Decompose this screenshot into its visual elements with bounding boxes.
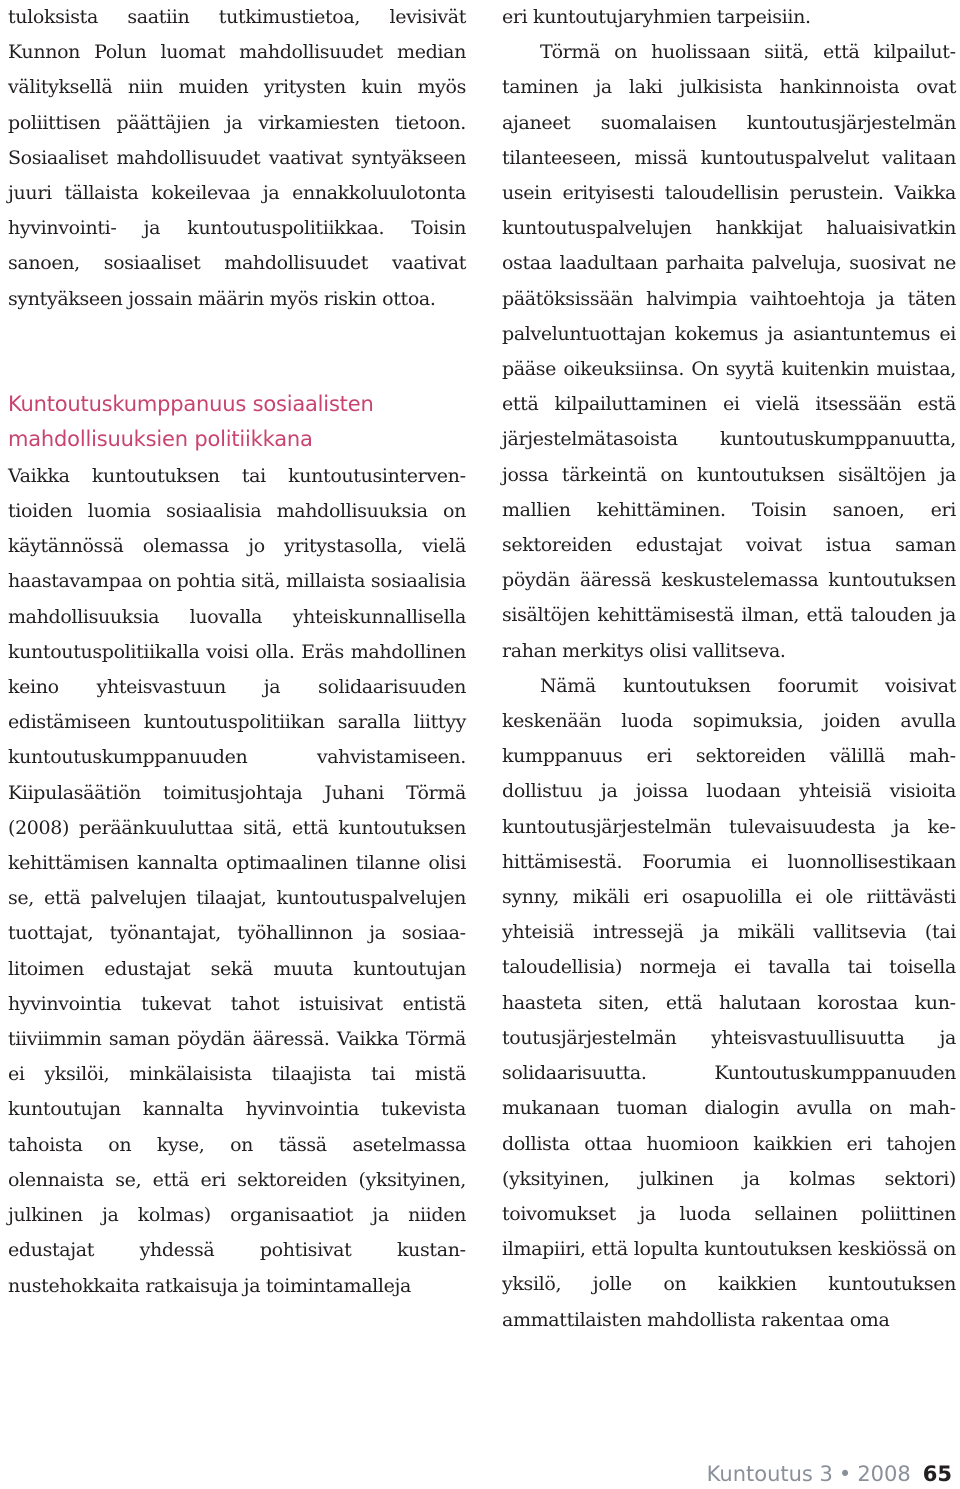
section-heading-line: Kuntoutuskumppanuus sosiaalisten bbox=[8, 391, 374, 416]
left-column bbox=[8, 0, 466, 1304]
right-column bbox=[502, 0, 956, 1338]
separator-dot: • bbox=[838, 1462, 852, 1486]
paragraph: Nämä kuntoutuksen foorumit voisivat keskenään luoda sopimuksia, joiden avulla kumppanuus eri sektoreiden välillä mahdollistuu ja joissa luodaan yhteisiä visioita kuntoutusjärjestelmän tulevaisuudesta ja kehittämisestä. Foorumia ei luonnollisestikaan synny, mikäli eri osapuolilla ei ole riittävästi yhteisiä intressejä ja mikäli vallitsevia (tai taloudellisia) normeja ei tavalla tai toisella haasteta siten, että halutaan korostaa kuntoutusjärjestelmän yhteisvastuullisuutta ja solidaarisuutta. Kuntoutuskumppanuuden mukanaan tuoman dialogin avulla on mahdollista ottaa huomioon kaikkien eri tahojen (yksityinen, julkinen ja kolmas sektori) toivomukset ja luoda sellainen poliittinen ilmapiiri, että lopulta kuntoutuksen keskiössä on yksilö, jolle on kaikkien kuntoutuksen ammattilaisten mahdollista rakentaa oma bbox=[502, 674, 956, 1331]
section-heading-line: mahdollisuuksien politiikkana bbox=[8, 426, 313, 451]
page-footer bbox=[707, 1460, 952, 1488]
page-number: 65 bbox=[922, 1462, 952, 1486]
paragraph: tuloksista saatiin tutkimustietoa, levisivät Kunnon Polun luomat mahdollisuudet median välityksellä niin muiden yritysten kuin myös poliittisen päättäjien ja virkamiesten tietoon. Sosiaaliset mahdollisuudet vaativat syntyäkseen juuri tällaista kokeilevaa ja ennakkoluulotonta hyvinvointi- ja kuntoutuspolitiikkaa. Toisin sanoen, sosiaaliset mahdollisuudet vaativat syntyäkseen jossain määrin myös riskin ottoa. bbox=[8, 6, 466, 310]
paragraph: eri kuntoutujaryhmien tarpeisiin. bbox=[502, 6, 811, 28]
paragraph: Vaikka kuntoutuksen tai kuntoutusinterventioiden luomia sosiaalisia mahdollisuuksia on käytännössä olemassa jo yritystasolla, vielä haastavampaa on pohtia sitä, millaista sosiaalisia mahdollisuuksia luovalla yhteiskunnallisella kuntoutuspolitiikalla voisi olla. Eräs mahdollinen keino yhteisvastuun ja solidaarisuuden edistämiseen kuntoutuspolitiikan saralla liittyy kuntoutuskumppanuuden vahvistamiseen. Kiipulasäätiön toimitusjohtaja Juhani Törmä (2008) peräänkuuluttaa sitä, että kuntoutuksen kehittämisen kannalta optimaalinen tilanne olisi se, että palvelujen tilaajat, kuntoutuspalvelujen tuottajat, työnantajat, työhallinnon ja sosiaalitoimen edustajat sekä muuta kuntoutujan hyvinvointia tukevat tahot istuisivat entistä tiiviimmin saman pöydän ääressä. Vaikka Törmä ei yksilöi, minkälaisista tilaajista tai mistä kuntoutujan kannalta hyvinvointia tukevista tahoista on kyse, on tässä asetelmassa olennaista se, että eri sektoreiden (yksityinen, julkinen ja kolmas) organisaatiot ja niiden edustajat yhdessä pohtisivat kustannustehokkaita ratkaisuja ja toimintamalleja bbox=[8, 464, 466, 1297]
publication-name: Kuntoutus 3 bbox=[706, 1462, 833, 1486]
section-heading bbox=[8, 387, 466, 457]
paragraph: Törmä on huolissaan siitä, että kilpailuttaminen ja laki julkisista hankinnoista ovat ajaneet suomalaisen kuntoutusjärjestelmän tilanteeseen, missä kuntoutuspalvelut valitaan usein erityisesti taloudellisin perustein. Vaikka kuntoutuspalvelujen hankkijat haluaisivatkin ostaa laadultaan parhaita palveluja, suosivat ne päätöksissään halvimpia vaihtoehtoja ja täten palveluntuottajan kokemus ja asiantuntemus ei pääse oikeuksiinsa. On syytä kuitenkin muistaa, että kilpailuttaminen ei vielä itsessään estä järjestelmätasoista kuntoutuskumppanuutta, jossa tärkeintä on kuntoutuksen sisältöjen ja mallien kehittäminen. Toisin sanoen, eri sektoreiden edustajat voivat istua saman pöydän ääressä keskustelemassa kuntoutuksen sisältöjen kehittämisestä ilman, että talouden ja rahan merkitys olisi vallitseva. bbox=[502, 41, 956, 662]
publication-year: 2008 bbox=[857, 1462, 911, 1486]
